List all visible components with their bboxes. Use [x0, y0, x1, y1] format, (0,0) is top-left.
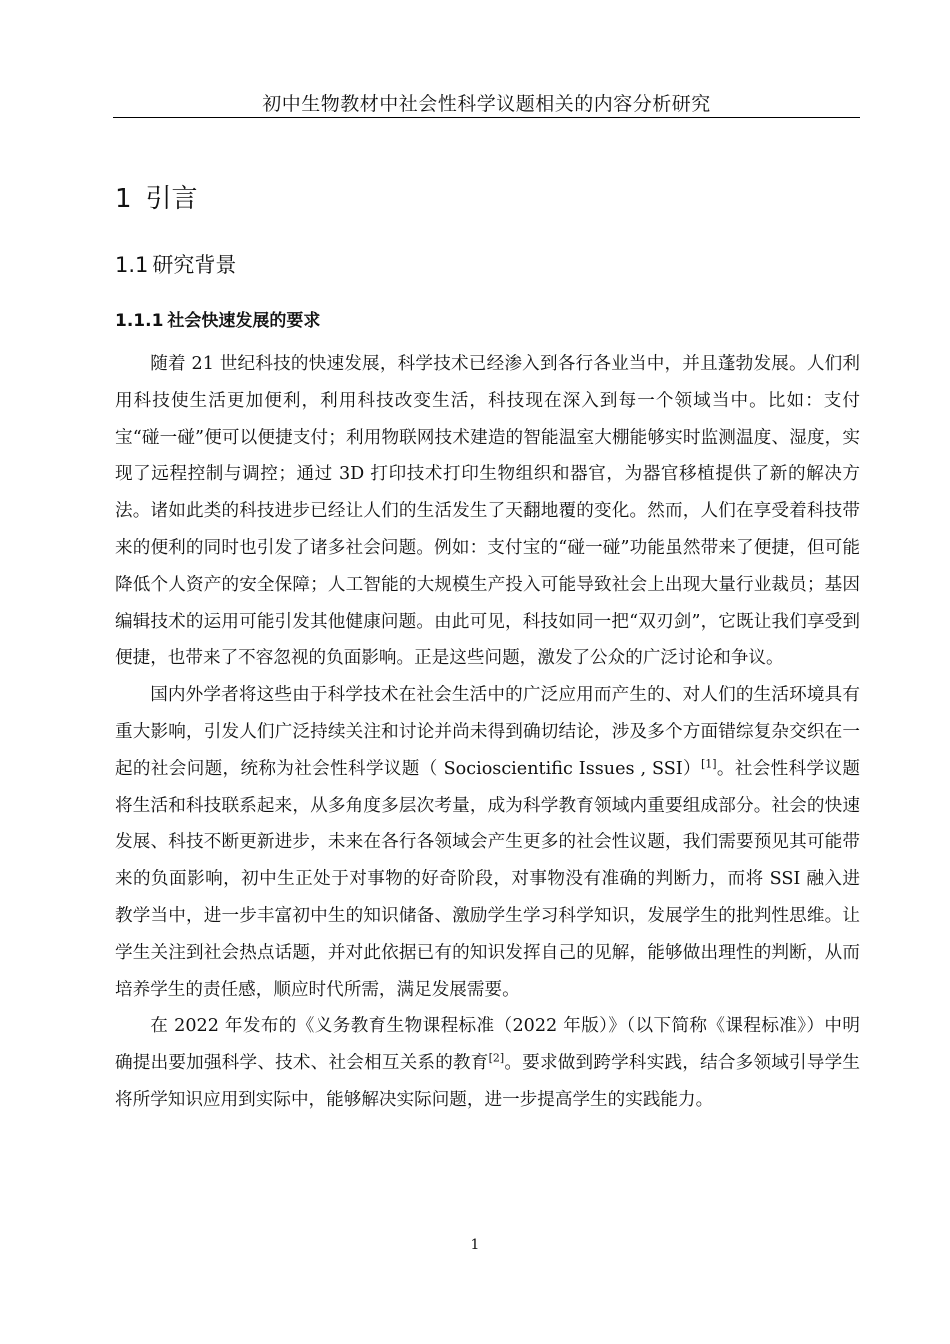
subsection-number: 1.1	[115, 253, 149, 277]
citation-1[interactable]: [1]	[700, 757, 717, 771]
paragraph-1: 随着 21 世纪科技的快速发展，科学技术已经渗入到各行各业当中，并且蓬勃发展。人们利用科技使生活更加便利，利用科技改变生活，科技现在深入到每一个领域当中。比如：支付宝“碰一碰”便可以便捷支付；利用物联网技术建造的智能温室大棚能够实时监测温度、湿度，实现了远程控制与调控；通过 3D 打印技术打印生物组织和器官，为器官移植提供了新的解决方法。诸如此类的科技进步已经让人们的生活发生了天翻地覆的变化。然而，人们在享受着科技带来的便利的同时也引发了诸多社会问题。例如：支付宝的“碰一碰”功能虽然带来了便捷，但可能降低个人资产的安全保障；人工智能的大规模生产投入可能导致社会上出现大量行业裁员；基因编辑技术的运用可能引发其他健康问题。由此可见，科技如同一把“双刃剑”，它既让我们享受到便捷，也带来了不容忽视的负面影响。正是这些问题，激发了公众的广泛讨论和争议。	[115, 354, 860, 669]
paragraph-3-text-a: 在 2022 年发布的《义务教育生物课程标准（2022 年版）》（以下简称《课程标准》）中明确提出要加强科学、技术、社会相互关系的教育	[115, 1016, 860, 1074]
body-text	[115, 346, 860, 1119]
paragraph-3	[115, 1008, 860, 1118]
subsubsection-heading	[115, 309, 320, 333]
subsubsection-title: 社会快速发展的要求	[167, 311, 321, 331]
paragraph-2	[115, 677, 860, 1008]
subsection-heading	[115, 251, 236, 279]
section-heading	[115, 182, 198, 216]
header-rule	[113, 117, 860, 118]
citation-2[interactable]: [2]	[488, 1051, 505, 1065]
page-number: 1	[470, 1237, 480, 1253]
subsection-title: 研究背景	[152, 253, 237, 277]
paragraph-2-text-b: 。社会性科学议题将生活和科技联系起来，从多角度多层次考量，成为科学教育领域内重要组成部分。社会的快速发展、科技不断更新进步，未来在各行各领域会产生更多的社会性议题，我们需要预见其可能带来的负面影响，初中生正处于对事物的好奇阶段，对事物没有准确的判断力，而将 SSI 融入进教学当中，进一步丰富初中生的知识储备、激励学生学习科学知识，发展学生的批判性思维。让学生关注到社会热点话题，并对此依据已有的知识发挥自己的见解，能够做出理性的判断，从而培养学生的责任感，顺应时代所需，满足发展需要。	[115, 758, 860, 1000]
running-header: 初中生物教材中社会性科学议题相关的内容分析研究	[262, 93, 711, 115]
subsubsection-number: 1.1.1	[115, 311, 164, 331]
paragraph-3-text-b: 。要求做到跨学科实践，结合多领域引导学生将所学知识应用到实际中，能够解决实际问题，进一步提高学生的实践能力。	[115, 1053, 860, 1110]
section-number: 1	[115, 184, 132, 214]
paragraph-2-text-a: 国内外学者将这些由于科学技术在社会生活中的广泛应用而产生的、对人们的生活环境具有重大影响，引发人们广泛持续关注和讨论并尚未得到确切结论，涉及多个方面错综复杂交织在一起的社会问题，统称为社会性科学议题（ Socioscientific Issues , SSI）	[115, 685, 860, 779]
section-title: 引言	[145, 184, 198, 214]
